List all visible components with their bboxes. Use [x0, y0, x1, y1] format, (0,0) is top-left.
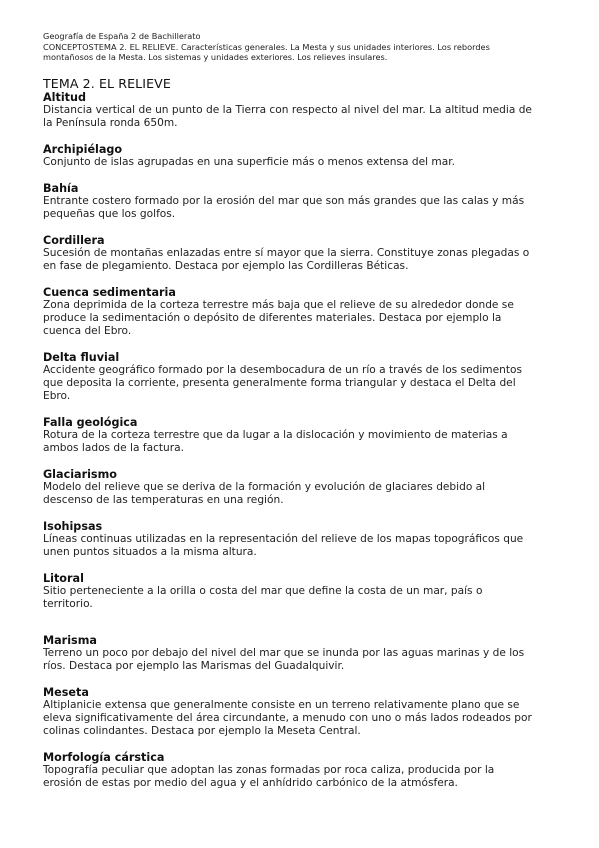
entry-definition: Accidente geográfico formado por la desembocadura de un río a través de los sedimentos que deposita la corriente, presenta generalmente forma triangular y destaca el Delta del Ebro. [43, 363, 522, 402]
entry-term: Meseta [43, 685, 89, 699]
glossary-entry-morfologia-carstica [43, 751, 563, 790]
glossary-entry-isohipsas [43, 520, 563, 559]
glossary-entry-litoral [43, 572, 563, 611]
entry-definition: Sitio perteneciente a la orilla o costa del mar que define la costa de un mar, país o territorio. [43, 584, 483, 610]
entry-definition: Distancia vertical de un punto de la Tierra con respecto al nivel del mar. La altitud media de la Península ronda 650m. [43, 103, 532, 129]
subject-line: Geografía de España 2 de Bachillerato [43, 31, 201, 41]
glossary-entry-glaciarismo [43, 468, 563, 507]
glossary-entry-marisma [43, 634, 563, 673]
entry-term: Litoral [43, 571, 84, 585]
entry-definition: Altiplanicie extensa que generalmente consiste en un terreno relativamente plano que se eleva significativamente del área circundante, a menudo con uno o más lados rodeados por colinas colindantes. Destaca por ejemplo la Meseta Central. [43, 698, 532, 737]
entry-definition: Rotura de la corteza terrestre que da lugar a la dislocación y movimiento de materias a ambos lados de la factura. [43, 428, 508, 454]
entry-term: Isohipsas [43, 519, 103, 533]
entry-term: Cuenca sedimentaria [43, 285, 176, 299]
entry-definition: Sucesión de montañas enlazadas entre sí mayor que la sierra. Constituye zonas plegadas o en fase de plegamiento. Destaca por ejemplo las Cordilleras Béticas. [43, 246, 530, 272]
entry-term: Altitud [43, 90, 86, 104]
entry-definition: Entrante costero formado por la erosión del mar que son más grandes que las calas y más pequeñas que los golfos. [43, 194, 525, 220]
entry-term: Morfología cárstica [43, 750, 165, 764]
glossary-list [43, 91, 563, 790]
entry-definition: Modelo del relieve que se deriva de la formación y evolución de glaciares debido al descenso de las temperaturas en una región. [43, 480, 486, 506]
entry-term: Bahía [43, 181, 79, 195]
entry-definition: Terreno un poco por debajo del nivel del mar que se inunda por las aguas marinas y de los ríos. Destaca por ejemplo las Marismas del Guadalquivir. [43, 646, 525, 672]
entry-term: Cordillera [43, 233, 105, 247]
glossary-entry-delta-fluvial [43, 351, 563, 403]
entry-term: Archipiélago [43, 142, 123, 156]
glossary-entry-cuenca-sedimentaria [43, 286, 563, 338]
entry-term: Falla geológica [43, 415, 138, 429]
entry-term: Delta fluvial [43, 350, 120, 364]
entry-term: Marisma [43, 633, 97, 647]
entry-term: Glaciarismo [43, 467, 117, 481]
glossary-entry-cordillera [43, 234, 563, 273]
page-title: TEMA 2. EL RELIEVE [43, 75, 171, 91]
glossary-entry-bahia [43, 182, 563, 221]
concepts-line: CONCEPTOSTEMA 2. EL RELIEVE. Características generales. La Mesta y sus unidades interiores. Los rebordes montañosos de la Mesta. Los sistemas y unidades exteriores. Los relieves insulares. [43, 41, 490, 63]
entry-definition: Topografía peculiar que adoptan las zonas formadas por roca caliza, producida por la erosión de estas por medio del agua y el anhídrido carbónico de la atmósfera. [43, 763, 495, 789]
glossary-entry-meseta [43, 686, 563, 738]
glossary-entry-archipielago [43, 143, 563, 169]
document-page [43, 31, 563, 803]
glossary-entry-falla-geologica [43, 416, 563, 455]
entry-definition: Conjunto de islas agrupadas en una superficie más o menos extensa del mar. [43, 155, 455, 168]
document-header [43, 31, 563, 63]
glossary-entry-altitud [43, 91, 563, 130]
entry-definition: Zona deprimida de la corteza terrestre más baja que el relieve de su alrededor donde se produce la sedimentación o depósito de diferentes materiales. Destaca por ejemplo la cuenca del Ebro. [43, 298, 514, 337]
entry-definition: Líneas continuas utilizadas en la representación del relieve de los mapas topográficos que unen puntos situados a la misma altura. [43, 532, 524, 558]
